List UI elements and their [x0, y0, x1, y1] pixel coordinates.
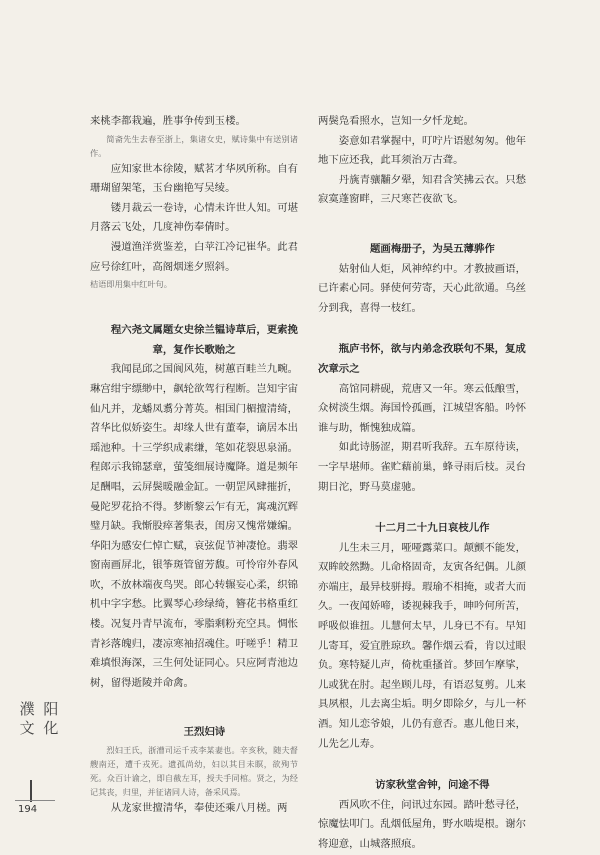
- poem-stanza: 应知家世本徐陵，赋茗才华夙所称。自有珊瑚留架笔，玉台幽艳写吴绫。: [90, 162, 298, 195]
- poem-stanza: 镂月裁云一卷诗，心情未许世人知。可堪月落云飞处，几度神伤奉倩时。: [90, 201, 298, 234]
- poem-title: 瓶庐书怀，欲与内弟念孜联句不果，复成次章示之: [318, 343, 526, 375]
- poem-title: 王烈妇诗: [183, 726, 226, 739]
- poem-body: 西风吹不住，问讯过东园。踏叶愁寻径，惊魔怯叩门。乱烟低屋角，野水啮堤根。谢尔将迎意，山城落照痕。: [318, 798, 526, 850]
- poem-body: 我闻昆邱之国阆风苑，树蕙百畦兰九畹。琳宫绀宇缥缈中，飙轮欲驾行程断。岂知宇宙仙凡并，龙蟠凤翥分菁英。相国门楣擅清绮，苕华比似娇姿生。却缘人世有董奉，谪居本出瑶池种。十三学织成素缣，笔如花裂思泉涌。程郎示我锦瑟章，萤笺细展诗魔降。道是频年足酬唱，云屏鬓暖融金缸。一朝罡风肆摧折，曼陀罗花拾不得。梦断黎云乍有无，寓魂沉辉璧月缺。我惭股瘁著集表，闺房又愧常嫌编。华阳为感安仁悼亡赋，哀弦促节神凄怆。翡翠窗南画屏北，银筝斑管留芳馥。可怜帘外春风吹，不放林端夜鸟哭。郎心转辗妄心柔，织锦机中字字愁。比翼琴心珍绿绮，簪花书格重红楼。况复丹青早流布，零脂剩粉充空具。惆怅青衫落魄归，凄凉寒袖招魂住。吁嗟乎！精卫难填恨海深，三生何处证同心。只应阿青池边树，留得逝陵并命禽。: [90, 363, 298, 689]
- poem-stanza: 姿意如君掌握中，叮咛片语慰匆匆。他年地下应还我，此耳须治万古聋。: [318, 134, 526, 167]
- footnote: 简斋先生去春至浙上，集诸女史，赋诗集中有送别诸作。: [90, 133, 298, 158]
- poem-body: 姑射仙人炬，风神绰约中。才教披画语，已许素心同。驿使何劳寄，天心此欲通。乌丝分到我，喜得一枝红。: [318, 262, 526, 314]
- right-column: [318, 112, 526, 855]
- poem-title: 程六尧文属题女史徐兰韫诗草后，更索挽章，复作长歌贻之: [110, 324, 298, 356]
- journal-logo: 濮 阳 文 化: [19, 700, 61, 737]
- divider: [15, 800, 55, 801]
- poem-line: 两鬓凫看照水，岂知一夕忏龙蛇。: [318, 115, 474, 127]
- poem-stanza: 漫道渔洋赏鉴差，白苹江冷记崔华。此君应号徐红叶，高阁烟迷夕照斜。: [90, 240, 298, 273]
- poem-stanza: 如此诗肠涩，期君听我辞。五车原待读，一字早堪师。雀贮藉前巢，蜂寻雨后枝。灵台期日沱，野马莫虚驰。: [318, 441, 526, 493]
- poem-stanza: 高馆同耕砚，荒唐又一年。寒云低酿雪，众树淡生烟。海国怜孤画，江城望客船。吟怀谁与助，惭愧独成篇。: [318, 382, 526, 434]
- poem-title: 十二月二十九日哀枝儿作: [375, 522, 490, 535]
- poem-body: 儿生未三月，哑哑露菜口。颠颤不能发，双眸皎然黝。儿命格固奇，友寅各纪偶。儿颜亦端庄，最异枝骈拇。瑕瑜不相掩，或者大而久。一夜闻娇啼，诿视棘我手，呻吟何所苦，呼吸似谁扭。儿慧何太早，儿身已不有。早知儿寄耳，爱宜胜琼玖。馨作烟云看，肯以过眼负。寒特疑儿声，倚枕重搔首。梦回乍摩挲，儿或犹在肘。起坐顾儿母，有语忍复剪。儿来具夙根，儿去离尘垢。明夕即除夕，与儿一杯酒。知儿恋爷娘，儿仍有意否。惠儿他日来，儿先乞儿寿。: [318, 541, 526, 750]
- poem-line: 从龙家世擅清华，奉使还乘八月槎。两: [110, 802, 288, 815]
- poem-stanza: 丹旐青骧黼夕翚，知君含笑拂云衣。只愁寂寞蓬窗畔，三尺寒芒夜欲飞。: [318, 173, 526, 206]
- left-column: [90, 112, 298, 819]
- prev-poem-line: 来桃李都栽遍，胜事争传到玉楼。: [90, 115, 246, 127]
- divider: [30, 780, 32, 802]
- page-number: 194: [18, 804, 38, 815]
- poem-title: 访家秋堂舍钟，问途不得: [375, 779, 490, 792]
- poem-preface: 烈妇王氏，浙漕司运千戎李某妻也。辛亥秋，随夫督艘南还，遭千戎死。遗孤尚幼，妇以其目未瞑，欲殉节死。众百计谕之，即自截左耳，授夫手同棺。贤之，为经记其丧，归里，并征诸同人诗，备采风焉。: [90, 745, 298, 798]
- footnote: 桔语即用集中红叶句。: [90, 279, 172, 290]
- poem-title: 题画梅册子，为吴五薄骅作: [370, 242, 495, 255]
